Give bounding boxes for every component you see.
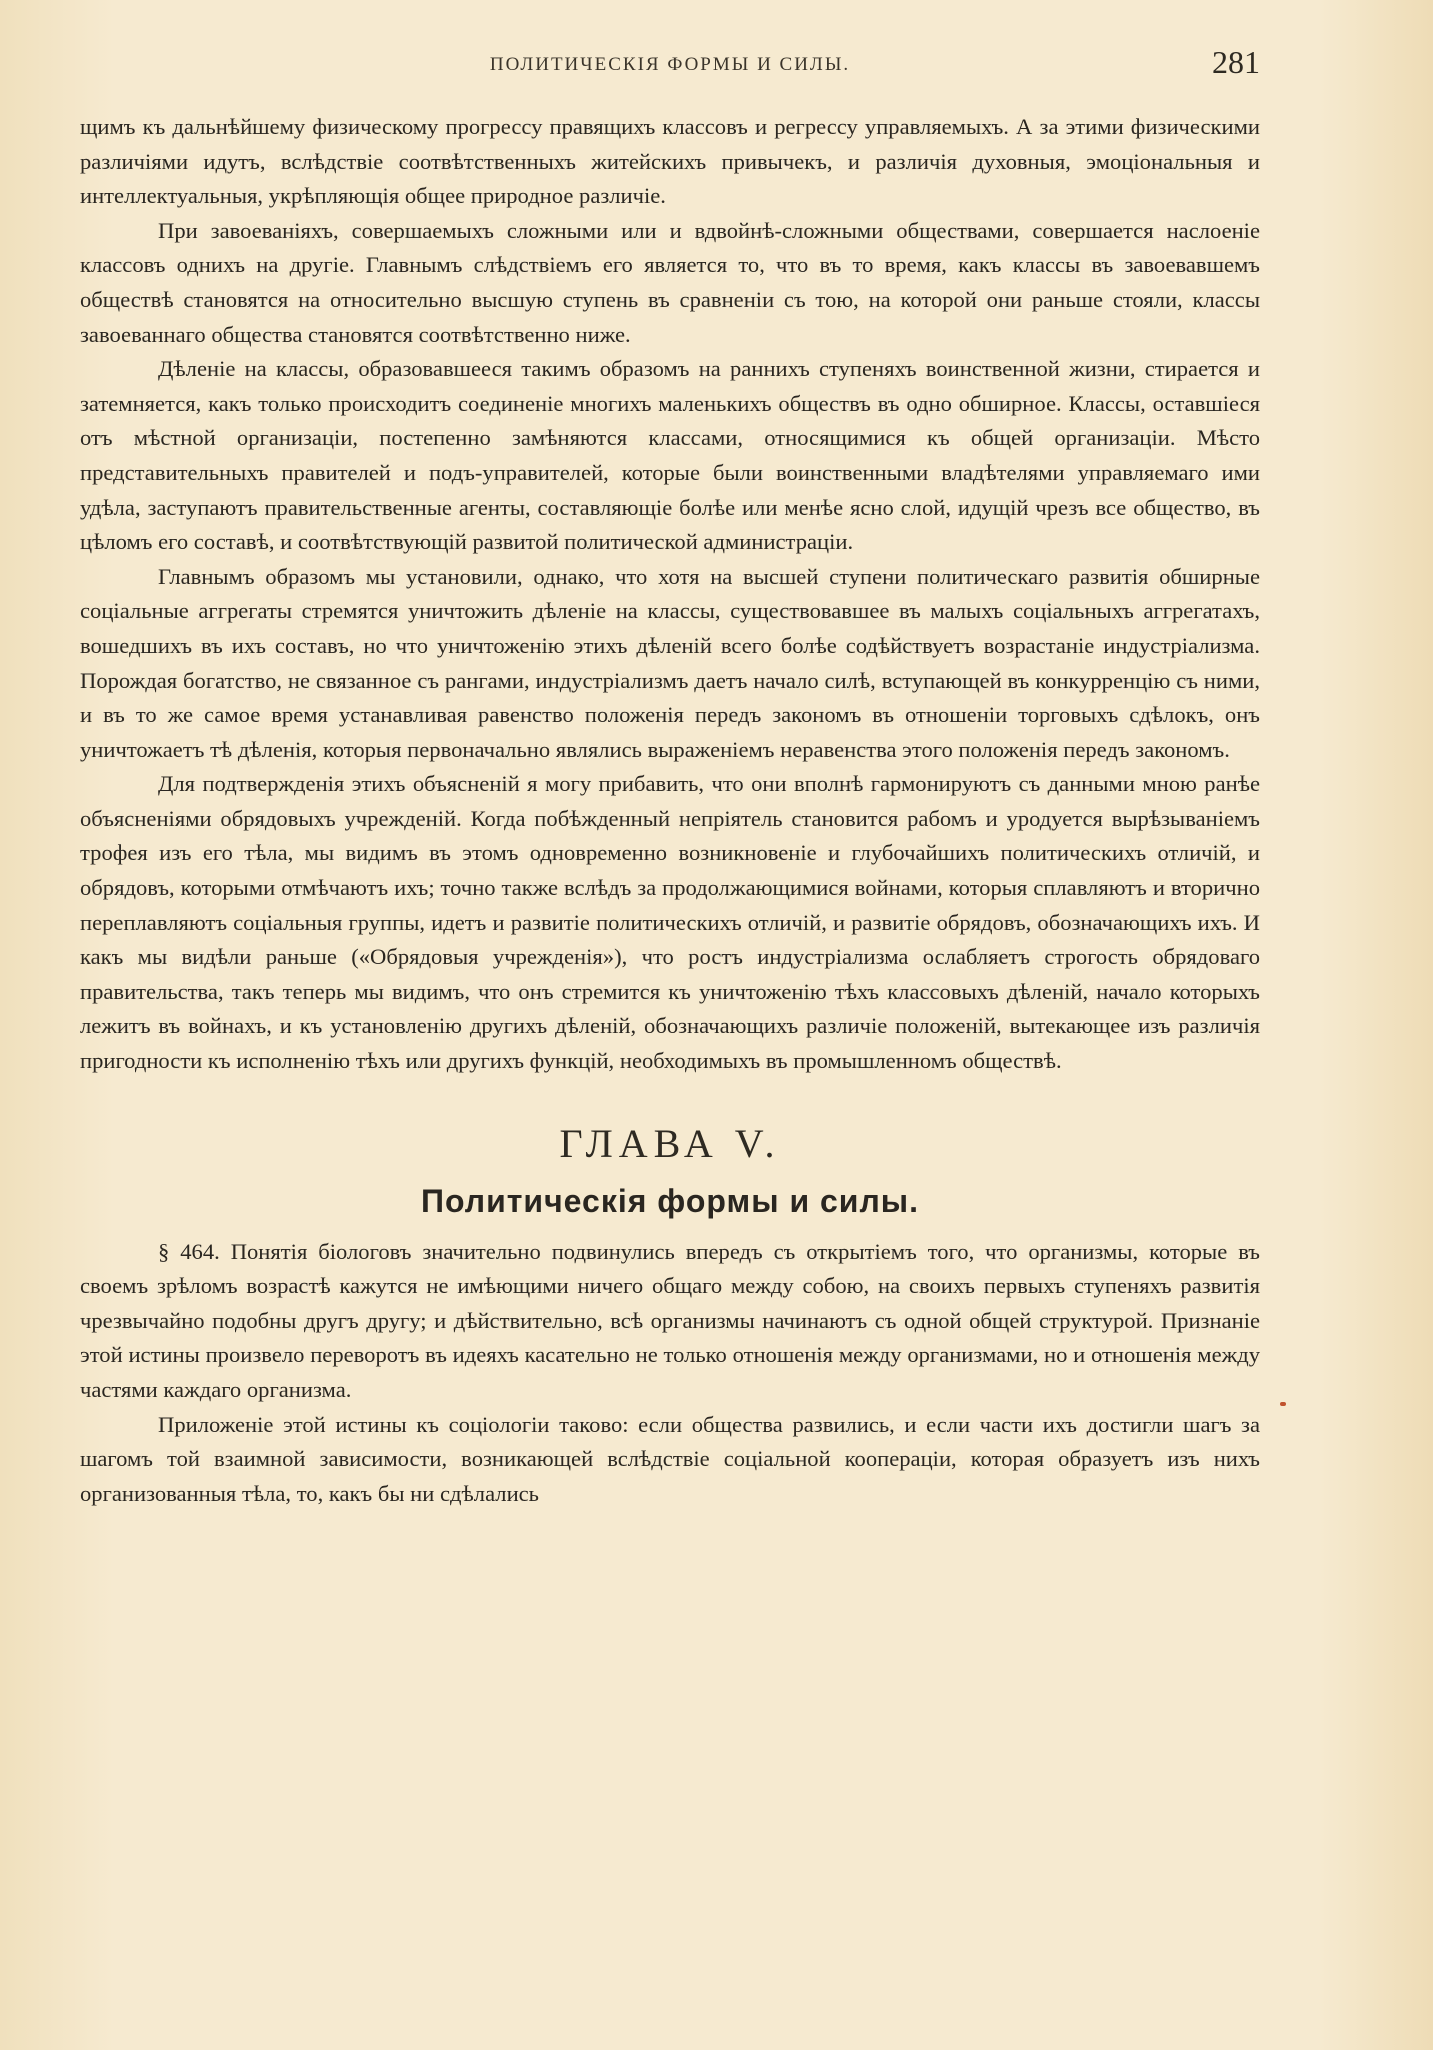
chapter-title: Политическія формы и силы. [420, 1182, 920, 1219]
paragraph: Главнымъ образомъ мы установили, однако, что хотя на высшей ступени политическаго развитія обширные соціальные аггрегаты стремятся уничтожить дѣленіе на классы, существовавшее въ малыхъ соціальныхъ аггрегатахъ, вошедшихъ въ ихъ составъ, но что уничтоженію этихъ дѣленій всего болѣе содѣйствуетъ возрастаніе индустріализма. Порождая богатство, не связанное съ рангами, индустріализмъ даетъ начало силѣ, вступающей въ конкурренцію съ ними, и въ то же самое время устанавливая равенство положенія передъ закономъ въ отношеніи торговыхъ сдѣлокъ, онъ уничтожаетъ тѣ дѣленія, которыя первоначально являлись выраженіемъ неравенства этого положенія передъ закономъ. [80, 563, 1260, 762]
ink-speck [1280, 1402, 1286, 1406]
paragraph: Для подтвержденія этихъ объясненій я могу прибавить, что они вполнѣ гармонируютъ съ данными мною ранѣе объясненіями обрядовыхъ учрежденій. Когда побѣжденный непріятель становится рабомъ и уродуется вырѣзываніемъ трофея изъ его тѣла, мы видимъ въ этомъ одновременно возникновеніе и глубочайшихъ политическихъ отличій, и обрядовъ, которыми отмѣчаютъ ихъ; точно также вслѣдъ за продолжающимися войнами, которыя сплавляютъ и вторично переплавляютъ соціальныя группы, идетъ и развитіе политическихъ отличій, и развитіе обрядовъ, обозначающихъ ихъ. И какъ мы видѣли раньше («Обрядовыя учрежденія»), что ростъ индустріализма ослабляетъ строгость обрядоваго правительства, такъ теперь мы видимъ, что онъ стремится къ уничтоженію тѣхъ классовыхъ дѣленій, начало которыхъ лежитъ въ войнахъ, и къ установленію другихъ дѣленій, обозначающихъ различіе положеній, вытекающее изъ различія пригодности къ исполненію тѣхъ или другихъ функцій, необходимыхъ въ промышленномъ обществѣ. [80, 771, 1260, 1074]
paragraph: щимъ къ дальнѣйшему физическому прогрессу правящихъ классовъ и регрессу управляемыхъ. А за этими физическими различіями идутъ, вслѣдствіе соотвѣтственныхъ житейскихъ привычекъ, и различія духовныя, эмоціональныя и интеллектуальныя, укрѣпляющія общее природное различіе. [80, 114, 1260, 209]
paragraph: Дѣленіе на классы, образовавшееся такимъ образомъ на раннихъ ступеняхъ воинственной жизни, стирается и затемняется, какъ только происходитъ соединеніе многихъ маленькихъ обществъ въ одно обширное. Классы, оставшіеся отъ мѣстной организаціи, постепенно замѣняются классами, относящимися къ общей организаціи. Мѣсто представительныхъ правителей и подъ-управителей, которые были воинственными владѣтелями управляемаго ими удѣла, заступаютъ правительственные агенты, составляющіе болѣе или менѣе ясно слой, идущій чрезъ все общество, въ цѣломъ его составѣ, и соотвѣтствующій развитой политической администраціи. [80, 356, 1260, 555]
running-title: ПОЛИТИЧЕСКІЯ ФОРМЫ И СИЛЫ. [489, 54, 851, 75]
body-text [80, 110, 1260, 1511]
paragraph: Приложеніе этой истины къ соціологіи таково: если общества развились, и если части ихъ достигли шагъ за шагомъ той взаимной зависимости, возникающей вслѣдствіе соціальной коопераціи, которая образуетъ изъ нихъ организованныя тѣла, то, какъ бы ни сдѣлались [80, 1411, 1260, 1506]
paragraph: § 464. Понятія біологовъ значительно подвинулись впередъ съ открытіемъ того, что организмы, которые въ своемъ зрѣломъ возрастѣ кажутся не имѣющими ничего общаго между собою, на своихъ первыхъ ступеняхъ развитія чрезвычайно подобны другъ другу; и дѣйствительно, всѣ организмы начинаютъ съ одной общей структурой. Признаніе этой истины произвело переворотъ въ идеяхъ касательно не только отношенія между организмами, но и отношенія между частями каждаго организма. [80, 1238, 1260, 1402]
paragraph: При завоеваніяхъ, совершаемыхъ сложными или и вдвойнѣ-сложными обществами, совершается наслоеніе классовъ однихъ на другіе. Главнымъ слѣдствіемъ его является то, что въ то время, какъ классы въ завоевавшемъ обществѣ становятся на относительно высшую ступень въ сравненіи съ тою, на которой они раньше стояли, классы завоеваннаго общества становятся соотвѣтственно ниже. [80, 217, 1260, 347]
chapter-heading: ГЛАВА V. [559, 1120, 781, 1166]
page-number: 281 [1212, 44, 1260, 80]
page-header [80, 44, 1260, 84]
